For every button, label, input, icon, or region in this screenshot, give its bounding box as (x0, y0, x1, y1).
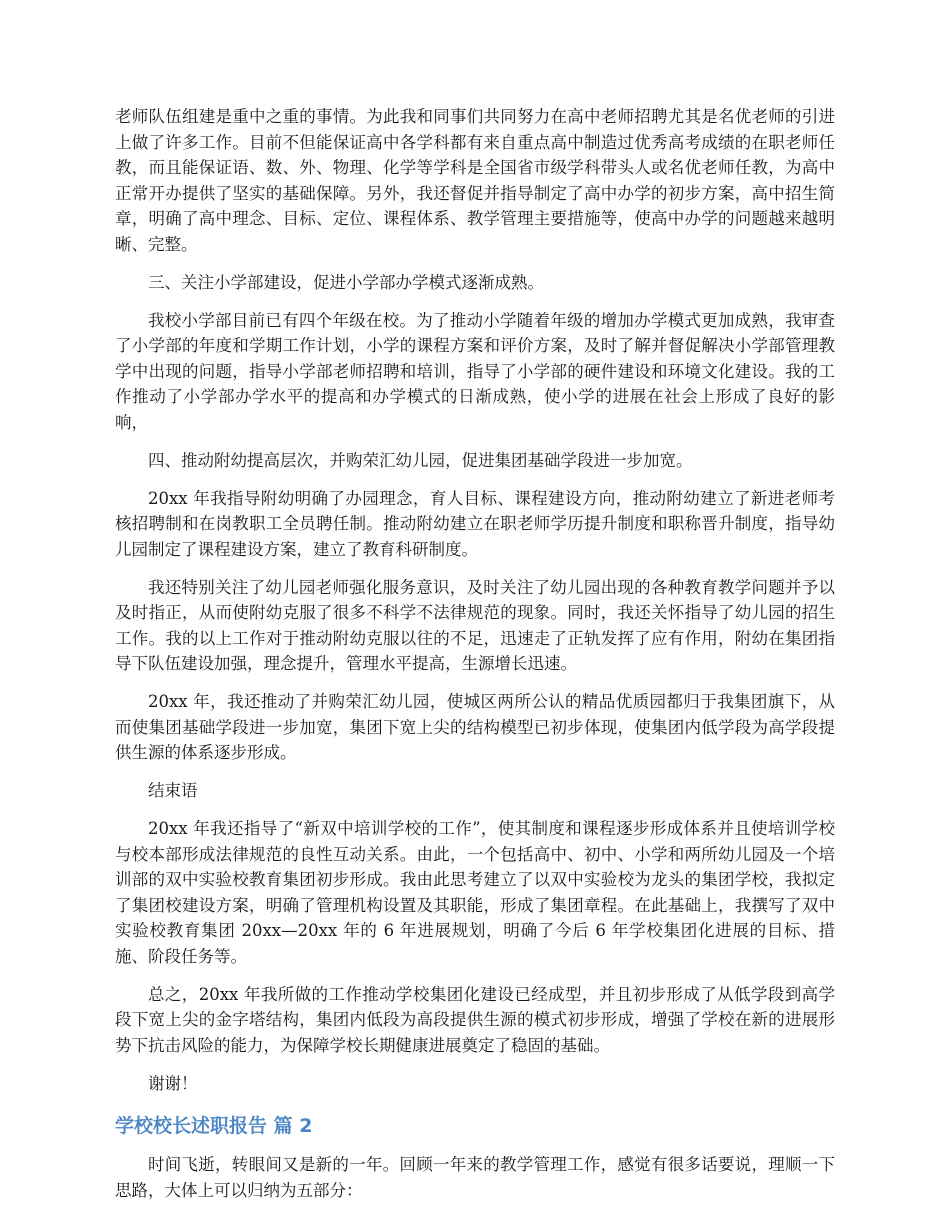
paragraph-kindergarten-2: 我还特别关注了幼儿园老师强化服务意识，及时关注了幼儿园出现的各种教育教学问题并予以及时指正，从而使附幼克服了很多不科学不法律规范的现象。同时，我还关怀指导了幼儿园的招生工作。我的以上工作对于推动附幼克服以往的不足，迅速走了正轨发挥了应有作用，附幼在集团指导下队伍建设加强，理念提升，管理水平提高，生源增长迅速。 (115, 577, 835, 673)
paragraph-kindergarten-1: 20xx 年我指导附幼明确了办园理念，育人目标、课程建设方向，推动附幼建立了新进老师考核招聘制和在岗教职工全员聘任制。推动附幼建立在职老师学历提升制度和职称晋升制度，指导幼儿园制定了课程建设方案，建立了教育科研制度。 (115, 488, 835, 559)
paragraph-kindergarten-3: 20xx 年，我还推动了并购荣汇幼儿园，使城区两所公认的精品优质园都归于我集团旗下，从而使集团基础学段进一步加宽，集团下宽上尖的结构模型已初步体现，使集团内低学段为高学段提供生源的体系逐步形成。 (115, 692, 835, 762)
paragraph-closing-1: 20xx 年我还指导了“新双中培训学校的工作”，使其制度和课程逐步形成体系并且使培训学校与校本部形成法律规范的良性互动关系。由此，一个包括高中、初中、小学和两所幼儿园及一个培训部的双中实验校教育集团初步形成。我由此思考建立了以双中实验校为龙头的集团学校，我拟定了集团校建设方案，明确了管理机构设置及其职能，形成了集团章程。在此基础上，我撰写了双中实验校教育集团 20xx—20xx 年的 6 年进展规划，明确了今后 6 年学校集团化进展的目标、措施、阶段任务等。 (115, 819, 835, 966)
section-heading-primary-school: 三、关注小学部建设，促进小学部办学模式逐渐成熟。 (148, 272, 544, 292)
paragraph-teacher-team: 老师队伍组建是重中之重的事情。为此我和同事们共同努力在高中老师招聘尤其是名优老师的引进上做了许多工作。目前不但能保证高中各学科都有来自重点高中制造过优秀高考成绩的在职老师任教，而且能保证语、数、外、物理、化学等学科是全国省市级学科带头人或名优老师任教，为高中正常开办提供了坚实的基础保障。另外，我还督促并指导制定了高中办学的初步方案，高中招生简章，明确了高中理念、目标、定位、课程体系、教学管理主要措施等，使高中办学的问题越来越明晰、完整。 (115, 107, 835, 254)
paragraph-closing-2: 总之，20xx 年我所做的工作推动学校集团化建设已经成型，并且初步形成了从低学段到高学段下宽上尖的金字塔结构，集团内低段为高段提供生源的模式初步形成，增强了学校在新的进展形势下抗击风险的能力，为保障学校长期健康进展奠定了稳固的基础。 (115, 984, 835, 1055)
paragraph-thanks: 谢谢！ (148, 1073, 198, 1093)
paragraph-primary-school: 我校小学部目前已有四个年级在校。为了推动小学随着年级的增加办学模式更加成熟，我审查了小学部的年度和学期工作计划，小学的课程方案和评价方案，及时了解并督促解决小学部管理教学中出现的问题，指导小学部老师招聘和培训，指导了小学部的硬件建设和环境文化建设。我的工作推动了小学部办学水平的提高和办学模式的日渐成熟，使小学的进展在社会上形成了良好的影响， (115, 310, 835, 432)
report-title-part-2: 学校校长述职报告 篇 2 (115, 1115, 313, 1137)
section-heading-kindergarten: 四、推动附幼提高层次，并购荣汇幼儿园，促进集团基础学段进一步加宽。 (148, 450, 693, 470)
paragraph-part2-intro: 时间飞逝，转眼间又是新的一年。回顾一年来的教学管理工作，感觉有很多话要说，理顺一下思路，大体上可以归纳为五部分： (115, 1155, 835, 1200)
section-heading-closing: 结束语 (148, 781, 198, 800)
document-page (115, 104, 835, 1216)
